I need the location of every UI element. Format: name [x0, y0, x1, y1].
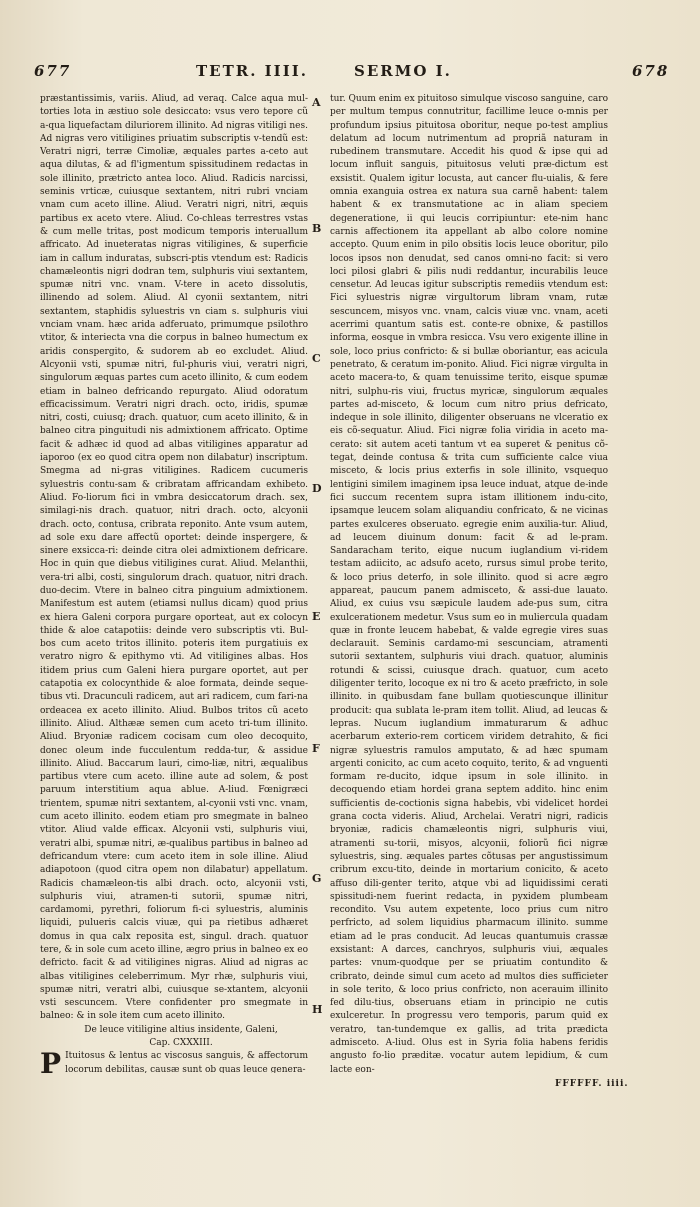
- running-head-left: TETR. IIII.: [196, 62, 308, 80]
- page-header: [0, 62, 700, 86]
- page-number-left: 677: [34, 62, 72, 80]
- margin-letter-f: F: [312, 742, 320, 755]
- margin-letter-h: H: [312, 1003, 323, 1016]
- signature-mark: FFFFFF. iiii.: [555, 1079, 629, 1089]
- margin-letter-g: G: [312, 872, 322, 885]
- left-column: [40, 93, 308, 1073]
- section-title: De leuce vitiligine altius insidente, Galeni,: [84, 1024, 278, 1035]
- running-head-right: SERMO I.: [354, 62, 452, 80]
- right-column-text: tur. Quum enim ex pituitoso simulque viscoso sanguine, caro per multum tempus connutritur, facillime leuce o-mnis per profundum ipsius pituitosa oboritur, neque po-test amplius delatum ad locum nutrimentum ad propriã naturam in rubedinem transmutare. Accedit his quod & ipse qui ad locum influit sanguis, pituitosus veluti præ-dictum est exsistit. Qualem igitur locusta, aut cancer flu-uialis, & fere omnia exanguia ostrea ex natura sua carnẽ habent: talem habent & ex transmutatione ac in aliam speciem degeneratione, ii qui leucis corripiuntur: ete-nim hanc carnis affectionem ita appellant ab albo colore nomine accepto. Quum enim in pilo obsitis locis leuce oboritur, pilo locos ipsos non denudat, sed canos omni-no facit: si vero loci pilosi glabri & pilis nudi reddantur, incurabilis leuce censetur. Ad leucas igitur subscriptis remediis vtendum est: Fici syluestris nigræ virgultorum libram vnam, rutæ sescuncem, misyos vnc. vnam, calcis viuæ vnc. vnam, aceti acerrimi quantum satis est. conte-re obnixe, & pastillos informa, eosque in vmbra resicca. Vsu vero exigente illine in sole, loco prius confricto: & si bullæ oboriantur, eas acicula penetrato, & ceratum im-ponito. Aliud. Fici nigræ virgulta in aceto macera-to, & quam tenuissime terito, eisque spumæ nitri, sulphu-ris viui, fructus myricæ, singulorum æquales partes ad-misceto, & locum cum nitro prius defricato, indeque in sole illinito, diligenter obseruans ne vlceratio ex eis cõ-sequatur. Aliud. Fici nigræ folia viridia in aceto ma-cerato: sit autem aceti tantum vt ea superet & penitus cõ-tegat, deinde contusa & trita cum sufficiente calce viua misceto, & locis prius exterfis in sole illinito, vsquequo lentigini similem imaginem ipsa leuce induat, atque de-inde fici succum recentem supra istam illitionem indu-cito, ipsamque leucem solam aliquandiu confricato, & ne vicinas partes exulceres obseruato. egregie enim auxilia-tur. Aliud, ad leucem diuinum donum: facit & ad le-pram. Sandaracham terito, eique nucum iuglandium vi-ridem testam adiicito, ac adsufo aceto, rursus simul probe terito, & loco prius deterfo, in sole illinito. quod si acre ægro appareat, paucum panem admisceto, & assi-due lauato. Aliud, ex cuius vsu sæpicule laudem ade-pus sum, citra exulcerationem medetur. Vsus sum eo in muliercula quadam quæ in fronte leucem habebat, & valde egregie vires suas declarauit. Seminis cardamo-mi sescunciam, atramenti sutorii sextantem, sulphuris viui drach. quatuor, aluminis rotundi & scissi, cuiusque drach. quatuor, cum aceto diligenter terito, locoque ex ni tro & aceto præfricto, in sole illinito. in quibusdam fane bullam quotiescunque illinitur producit: qua sublata le-pram item tollit. Aliud, ad leucas & lepras. Nucum iuglandium immaturarum & adhuc acerbarum exterio-rem corticem viridem detrahito, & fici nigræ syluestris ramulos amputato, & ad hæc spumam argenti conicito, ac cum aceto coquito, terito, & ad vnguenti formam re-ducito, idque ipsum in sole illinito. in decoquendo etiam hordei grana septem addito. hinc enim sufficientis de-coctionis signa habebis, vbi videlicet hordei grana cocta videris. Aliud, Archelai. Veratri nigri, radicis bryoniæ, radicis chamæleontis nigri, sulphuris viui, atramenti su-torii, misyos, alcyonii, foliorũ fici nigræ syluestris, sing. æquales partes cõtusas per angustissimum cribrum excu-tito, deinde in mortarium conicito, & aceto affuso dili-genter terito, atque vbi ad liquidissimi cerati spissitudi-nem fuerint redacta, in pyxidem plumbeam recondito. Vsu autem expetente, loco prius cum nitro perfricto, ad solem liquidius pharmacum illinito. summe etiam ad le pras conducit. Ad leucas quantumuis crassæ exsistant: A darces, canchryos, sulphuris viui, æquales partes: vnum-quodque per se priuatim contundito & cribrato, deinde simul cum aceto ad multos dies sufficieter in sole terito, & loco prius confricto, non acerauim illinito fed dilu-tius, obseruans etiam in principio ne cutis exulceretur. In progressu vero temporis, parum quid ex veratro, tan-tundemque ex gallis, ad trita prædicta admisceto. A-liud. Olus est in Syria folia habens feridis angusto fo-lio præditæ. vocatur autem lepidium, & cum lacte eon-: [330, 94, 608, 1073]
- page-number-right: 678: [632, 62, 670, 80]
- chapter-opening-paragraph: [40, 1047, 308, 1073]
- drop-cap: P: [40, 1047, 62, 1073]
- margin-letter-e: E: [312, 610, 321, 623]
- left-column-text: præstantissimis, variis. Aliud, ad veraq. Calce aqua mul-torties lota in æstiuo sole desiccato: vsus vero tepore cũ a-qua liquefactam diluriorem illinito. Ad nigras vitiligi nes. Ad nigras vero vitiligines priuatim subscriptis v-tendũ est: Veratri nigri, terræ Cimoliæ, æquales partes a-ceto aut aqua dilutas, & ad fl'igmentum spissitudinem redactas in sole illinito, prætricto antea loco. Aliud. Radicis narcissi, seminis vrticæ, cuiusque sextantem, nitri rubri vnciam vnam cum aceto illine. Aliud. Veratri nigri, nitri, æquis partibus ex aceto vtere. Aliud. Co-chleas terrestres vstas & cum melle tritas, post modicum temporis interuallum affricato. Ad inueteratas nigras vitiligines, & superficie iam in callum induratas, subscri-ptis vtendum est: Radicis chamæleontis nigri dodran tem, sulphuris viui sextantem, spumæ nitri vnc. vnam. V-tere in aceto dissolutis, illinendo ad solem. Aliud. Al cyonii sextantem, nitri sextantem, staphidis syluestris vn ciam s. sulphuris viui vnciam vnam. hæc arida adferuato, primumque psilothro vtitor, & interiecta vna die corpus in balneo humectum ex aridis conspergito, & sudorem ab eo excludet. Aliud. Alcyonii vsti, spumæ nitri, ful-phuris viui, veratri nigri, singulorum æquas partes cum aceto illinito, & cum eodem etiam in balneo defricando repurgato. Aliud odoratum efficacissimum. Veratri nigri drach. octo, iridis, spumæ nitri, costi, cuiusq; drach. quatuor, cum aceto illinito, & in balneo citra pinguitudi nis admixtionem affricato. Optime facit & adhæc id quod ad albas vitiligines apparatur ad iaporoo (ex eo quod citra opem non dilabatur) inscriptum. Smegma ad ni-gras vitiligines. Radicem cucumeris syluestris contu-sam & cribratam affricandam exhibeto. Aliud. Fo-liorum fici in vmbra desiccatorum drach. sex, similagi-nis drach. quatuor, nitri drach. octo, alcyonii drach. octo, contusa, cribrata reponito. Ante vsum autem, ad sole exu dare affectũ oportet: deinde inspergere, & sinere exsicca-ri: deinde citra olei admixtionem defricare. Hoc in quin que diebus vitiligines curat. Aliud. Melanthii, vera-tri albi, costi, singulorum drach. quatuor, nitri drach. duo-decim. Vtere in balneo citra pinguium admixtionem. Manifestum est autem (etiamsi nullus dicam) quod prius ex hiera Galeni corpora purgare oporteat, aut ex colocyn thide & aloe catapotiis: deinde vero subscriptis vti. Bul-bos cum aceto tritos illinito. poteris item purgatiuis ex veratro nigro & epithymo vti. Ad vitiligines albas. Hos itidem prius cum Galeni hiera purgare oportet, aut per catapotia ex colocynthide & aloe formata, deinde seque-tibus vti. Dracunculi radicem, aut ari radicem, cum fari-na ordeacea ex aceto illinito. Aliud. Bulbos tritos cũ aceto illinito. Aliud. Althææ semen cum aceto tri-tum illinito. Aliud. Bryoniæ radicem cocisam cum oleo decoquito, donec oleum inde fucculentum redda-tur, & assidue illinito. Aliud. Baccarum lauri, cimo-liæ, nitri, æqualibus partibus vtere cum aceto. illine aute ad solem, & post paruum interstitium aqua ablue. A-liud. Fœnigræci trientem, spumæ nitri sextantem, al-cyonii vsti vnc. vnam, cum aceto illinito. eodem etiam pro smegmate in balneo vtitor. Aliud valde efficax. Alcyonii vsti, sulphuris viui, veratri albi, spumæ nitri, æ-qualibus partibus in balneo ad defricandum vtere: cum aceto item in sole illine. Aliud adiapotoon (quod citra opem non dilabatur) appellatum. Radicis chamæleon-tis albi drach. octo, alcyonii vsti, sulphuris viui, atramen-ti sutorii, spumæ nitri, cardamomi, pyrethri, foliorum fi-ci syluestris, aluminis liquidi, pulueris calcis viuæ, qui pa rietibus adhæret domus in qua calx reposita est, singul. drach. quatuor tere, & in sole cum aceto illine, ægro prius in balneo ex eo defricto. facit & ad vitiligines nigras. Aliud ad nigras ac albas vitiligines celeberrimum. Myr rhæ, sulphuris viui, spumæ nitri, veratri albi, cuiusque se-xtantem, alcyonii vsti sescuncem. Vtere confidenter pro smegmate in balneo: & in sole item cum aceto illinito.: [40, 94, 308, 1022]
- margin-letter-a: A: [312, 96, 321, 109]
- margin-letter-d: D: [312, 482, 322, 495]
- right-column: [330, 93, 608, 1073]
- section-chapter: Cap. CXXXIII.: [149, 1038, 213, 1049]
- chapter-opening-text: Ituitosus & lentus ac viscosus sanguis, & affectorum locorum debilitas, causæ sunt ob quas leuce genera-: [65, 1051, 308, 1073]
- margin-letter-b: B: [312, 222, 322, 235]
- margin-letter-c: C: [312, 352, 321, 365]
